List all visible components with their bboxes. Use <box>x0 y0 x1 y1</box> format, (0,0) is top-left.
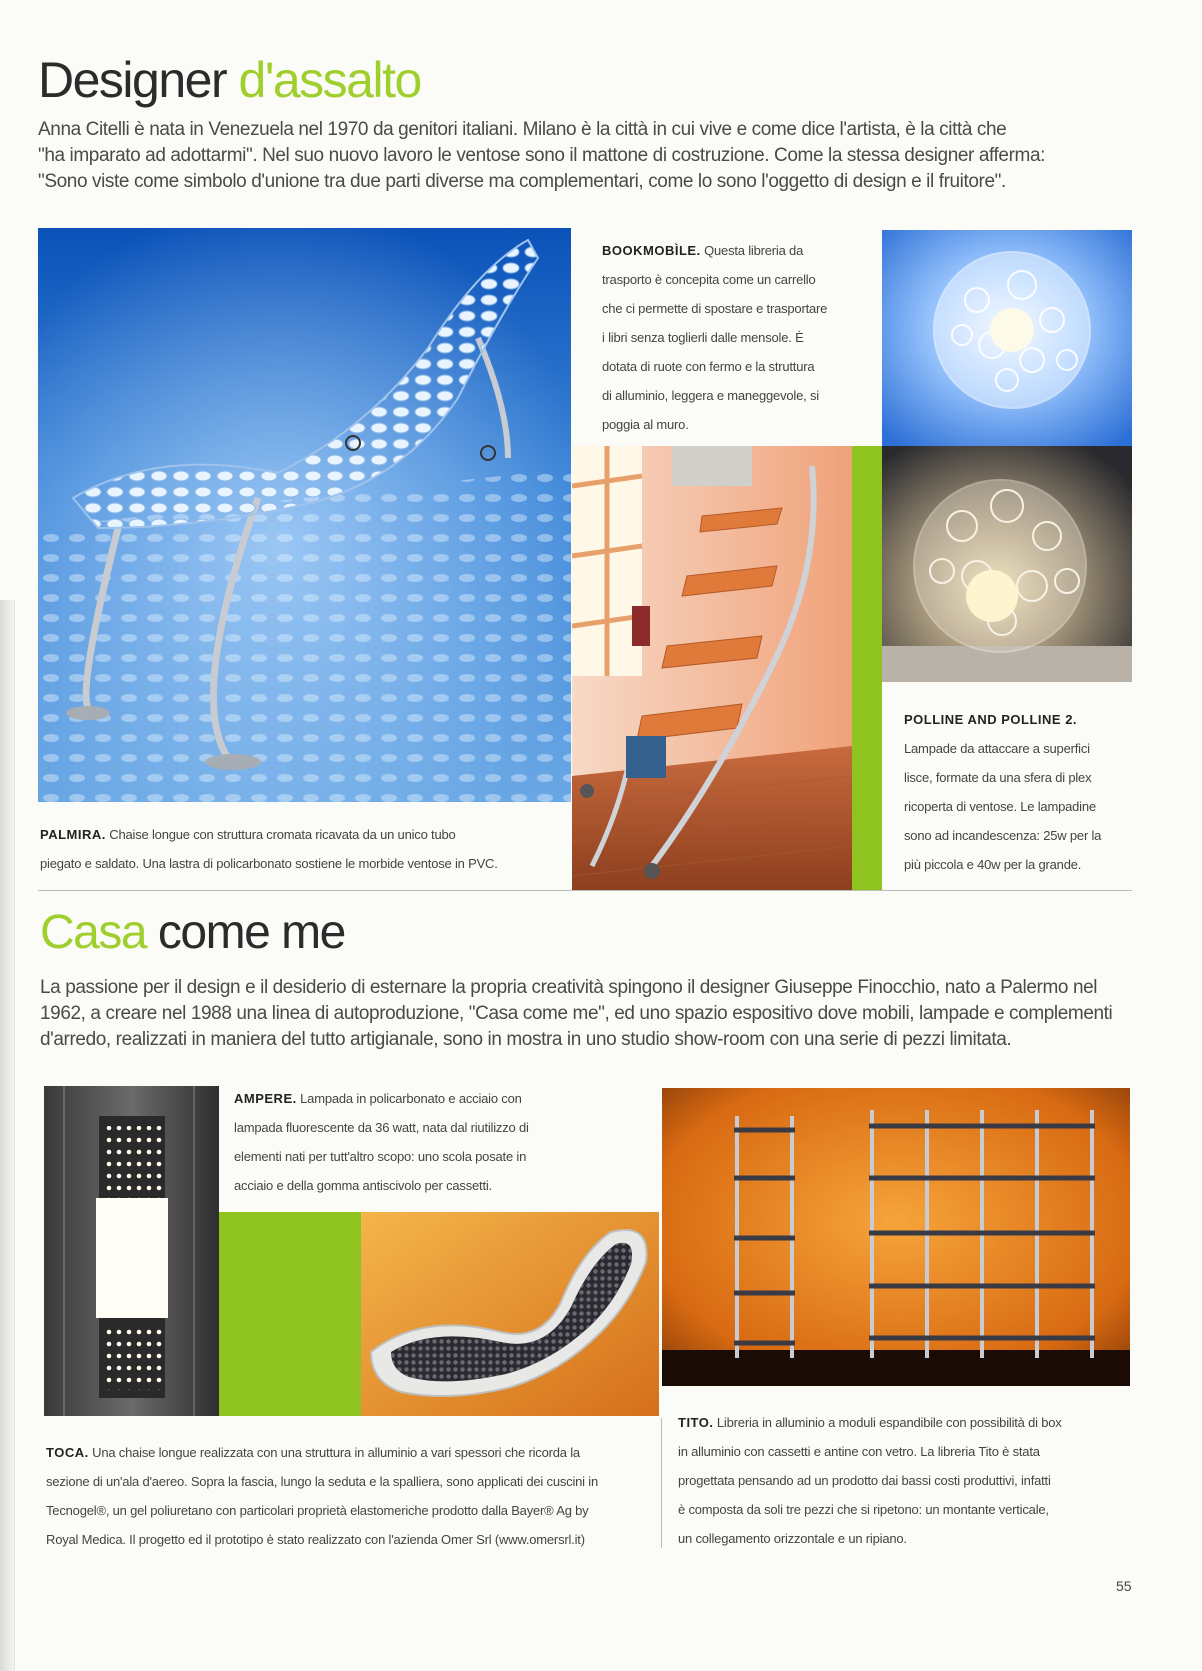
intro-line: Anna Citelli è nata in Venezuela nel 1970 da genitori italiani. Milano è la città in cui vive e come dice l'artista, è la città che <box>38 119 1007 140</box>
caption-line: trasporto è concepita come un carrello <box>602 272 816 287</box>
section2-title <box>40 905 345 961</box>
intro-line: "Sono viste come simbolo d'unione tra due parti diverse ma complementari, come lo sono l'oggetto di design e il fruitore". <box>38 171 1006 192</box>
caption-line: Tecnogel®, un gel poliuretano con particolari proprietà elastomeriche prodotto dalla Bayer® Ag by <box>46 1503 589 1518</box>
toca-caption <box>46 1438 646 1554</box>
section-divider <box>38 890 1132 891</box>
caption-line: poggia al muro. <box>602 417 689 432</box>
intro-line: 1962, a creare nel 1988 una linea di autoproduzione, "Casa come me", ed uno spazio espositivo dove mobili, lampade e complementi <box>40 1003 1113 1024</box>
page-gutter <box>0 600 15 1671</box>
palmira-caption <box>40 820 570 878</box>
section1-title-green: d'assalto <box>238 52 421 108</box>
caption-line: dotata di ruote con fermo e la struttura <box>602 359 815 374</box>
bookmobile-caption <box>602 236 872 439</box>
caption-line: i libri senza toglierli dalle mensole. È <box>602 330 804 345</box>
caption-line: in alluminio con cassetti e antine con vetro. La libreria Tito è stata <box>678 1444 1040 1459</box>
caption-line: di alluminio, leggera e maneggevole, si <box>602 388 819 403</box>
page-number: 55 <box>1116 1578 1132 1594</box>
caption-line: Lampada in policarbonato e acciaio con <box>300 1091 522 1106</box>
intro-line: "ha imparato ad adottarmi". Nel suo nuovo lavoro le ventose sono il mattone di costruzione. Come la stessa designer afferma: <box>38 145 1045 166</box>
caption-line: sono ad incandescenza: 25w per la <box>904 828 1102 843</box>
toca-photo <box>361 1212 659 1416</box>
caption-line: più piccola e 40w per la grande. <box>904 857 1082 872</box>
caption-line: elementi nati per tutt'altro scopo: uno scola posate in <box>234 1149 527 1164</box>
section1-intro <box>38 117 1178 195</box>
caption-line: lampada fluorescente da 36 watt, nata dal riutilizzo di <box>234 1120 529 1135</box>
toca-name: TOCA. <box>46 1445 89 1460</box>
caption-line: piegato e saldato. Una lastra di policarbonato sostiene le morbide ventose in PVC. <box>40 856 498 871</box>
tito-name: TITO. <box>678 1415 714 1430</box>
section1-title <box>38 52 421 108</box>
polline-photo-bottom <box>882 446 1132 682</box>
ampere-photo <box>44 1086 219 1416</box>
caption-line: che ci permette di spostare e trasportare <box>602 301 828 316</box>
caption-line: Una chaise longue realizzata con una struttura in alluminio a vari spessori che ricorda la <box>92 1445 580 1460</box>
section2-title-dark: come me <box>157 906 345 959</box>
caption-line: Questa libreria da <box>704 243 804 258</box>
ampere-caption <box>234 1084 654 1200</box>
caption-line: ricoperta di ventose. Le lampadine <box>904 799 1096 814</box>
ampere-name: AMPERE. <box>234 1091 297 1106</box>
caption-line: Libreria in alluminio a moduli espandibile con possibilità di box <box>716 1415 1062 1430</box>
caption-line: un collegamento orizzontale e un ripiano. <box>678 1531 907 1546</box>
section2-title-green: Casa <box>40 906 147 959</box>
caption-line: acciaio e della gomma antiscivolo per cassetti. <box>234 1178 492 1193</box>
tito-photo <box>662 1088 1130 1386</box>
polline-caption <box>904 705 1144 879</box>
polline-name: POLLINE AND POLLINE 2. <box>904 712 1078 727</box>
caption-line: Royal Medica. Il progetto ed il prototipo è stato realizzato con l'azienda Omer Srl (www.omersrl.it) <box>46 1532 585 1547</box>
palmira-name: PALMIRA. <box>40 827 106 842</box>
tito-caption <box>678 1408 1138 1553</box>
polline-photo-top <box>882 230 1132 446</box>
bookmobile-name: BOOKMOBÌLE. <box>602 243 701 258</box>
intro-line: La passione per il design e il desiderio di esternare la propria creatività spingono il designer Giuseppe Finocchio, nato a Palermo nel <box>40 977 1098 998</box>
column-divider <box>661 1418 662 1548</box>
palmira-photo <box>38 228 571 802</box>
section2-intro <box>40 975 1180 1053</box>
green-color-block <box>852 446 882 890</box>
caption-line: è composta da soli tre pezzi che si ripetono: un montante verticale, <box>678 1502 1049 1517</box>
intro-line: d'arredo, realizzati in maniera del tutto artigianale, sono in mostra in uno studio show-room con una serie di pezzi limitata. <box>40 1029 1012 1050</box>
section1-title-dark: Designer <box>38 52 227 108</box>
caption-line: Chaise longue con struttura cromata ricavata da un unico tubo <box>109 827 456 842</box>
caption-line: progettata pensando ad un prodotto dai bassi costi produttivi, infatti <box>678 1473 1051 1488</box>
green-color-block <box>219 1212 361 1416</box>
caption-line: lisce, formate da una sfera di plex <box>904 770 1092 785</box>
caption-line: Lampade da attaccare a superfici <box>904 741 1090 756</box>
bookmobile-photo <box>572 446 852 890</box>
caption-line: sezione di un'ala d'aereo. Sopra la fascia, lungo la seduta e la spalliera, sono applicati dei cuscini in <box>46 1474 598 1489</box>
